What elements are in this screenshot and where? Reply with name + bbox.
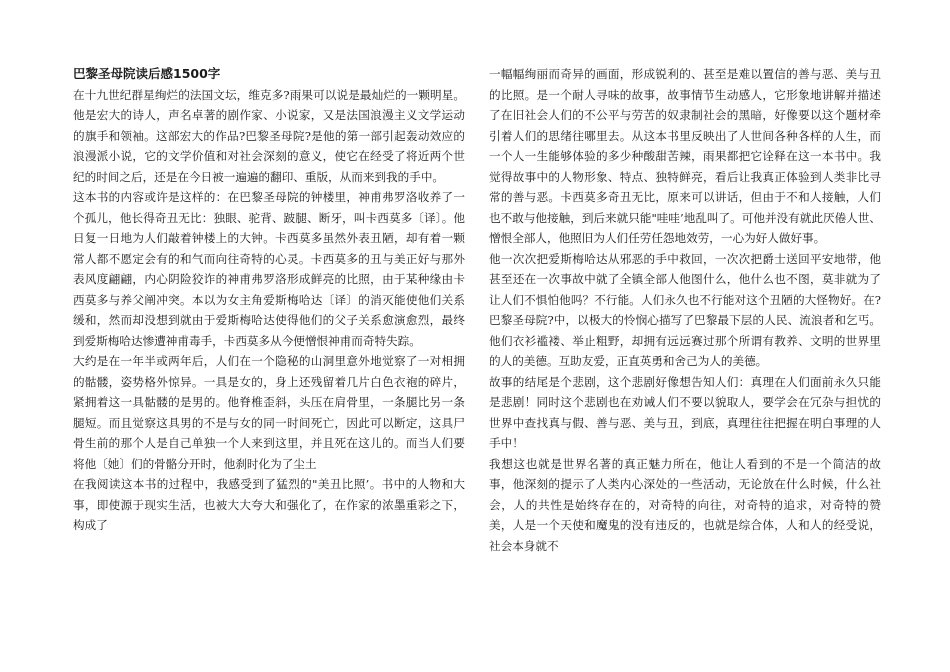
paragraph: 大约是在一年半或两年后，人们在一个隐秘的山洞里意外地觉察了一对相拥的骷髅，姿势格外惊异。一具是女的，身上还残留着几片白色衣袍的碎片，紧拥着这一具骷髅的是男的。他脊椎歪斜，头压在肩骨里，一条腿比另一条腿短。而且觉察这具男的不是与女的同一时间死亡，因此可以断定，这具尸骨生前的那个人是自己单独一个人来到这里，并且死在这儿的。而当人们要将他〔她〕们的骨骼分开时，他刹时化为了尘土 (73, 354, 465, 471)
paragraph: 在我阅读这本书的过程中，我感受到了猛烈的"美丑比照’。书中的人物和大事，即使源于现实生活，也被大大夸大和强化了，在作家的浓墨重彩之下，构成了 (73, 477, 465, 532)
paragraph: 故事的结尾是个悲剧，这个悲剧好像想告知人们：真理在人们面前永久只能是悲剧！同时这个悲剧也在劝诫人们不要以貌取人，要学会在冗杂与担忧的世界中查找真与假、善与恶、美与丑，到底，真理往往把握在明白事理的人手中！ (489, 374, 881, 450)
document-title: 巴黎圣母院读后感1500字 (73, 66, 221, 81)
paragraph: 在十九世纪群星绚烂的法国文坛，维克多?雨果可以说是最灿烂的一颗明星。他是宏大的诗人，声名卓著的剧作家、小说家，又是法国浪漫主义文学运动的旗手和领袖。这部宏大的作品?巴黎圣母院?是他的第一部引起轰动效应的浪漫派小说，它的文学价值和对社会深刻的意义，使它在经受了将近两个世纪的时间之后，还是在今日被一遍遍的翻印、重版，从而来到我的手中。 (73, 87, 465, 184)
paragraph: 他一次次把爱斯梅哈达从邪恶的手中救回，一次次把爵士送回平安地带，他甚至还在一次事故中就了全镇全部人他图什么，他什么也不图，莫非就为了让人们不惧怕他吗？不行能。人们永久也不行能对这个丑陋的大怪物好。在?巴黎圣母院?中，以极大的怜悯心描写了巴黎最下层的人民、流浪者和乞丐。他们衣衫褴褛、举止粗野，却拥有远远赛过那个所谓有教养、文明的世界里的人的美德。互助友爱，正直英勇和舍己为人的美德。 (489, 251, 881, 368)
left-column (73, 64, 465, 536)
paragraph: 这本书的内容或许是这样的：在巴黎圣母院的钟楼里，神甫弗罗洛收养了一个孤儿，他长得奇丑无比：独眼、驼背、跛腿、断牙，叫卡西莫多〔译〕。他日复一日地为人们敲着钟楼上的大钟。卡西莫多虽然外表丑陋，却有着一颗常人都不愿定会有的和气而向往奇特的心灵。卡西莫多的丑与美正好与那外表风度翩翩，内心阴险狡诈的神甫弗罗洛形成鲜亮的比照，由于某种缘由卡西莫多与养父阐冲突。本以为女主角爱斯梅哈达〔译〕的消灭能使他们关系缓和，然而却没想到就由于爱斯梅哈达使得他们的父子关系愈演愈烈，最终到爱斯梅哈达惨遭神甫毒手，卡西莫多从今便憎恨神甫而奇特失踪。 (73, 190, 465, 348)
paragraph: 我想这也就是世界名著的真正魅力所在，他让人看到的不是一个简洁的故事，他深刻的提示了人类内心深处的一些活动，无论放在什么时候，什么社会，人的共性是始终存在的，对奇特的向往，对奇特的追求，对奇特的赞美，人是一个天使和魔鬼的没有违反的，也就是综合体，人和人的经受说，社会本身就不 (489, 456, 881, 553)
right-column (489, 64, 881, 556)
paragraph: 一幅幅绚丽而奇异的画面，形成锐利的、甚至是难以置信的善与恶、美与丑的比照。是一个耐人寻味的故事，故事情节生动感人，它形象地讲解并描述了在旧社会人们的不公平与劳苦的奴隶制社会的黑暗，好像要以这个题材牵引着人们的思绪往哪里去。从这本书里反映出了人世间各种各样的人生，而一个人一生能够体验的多少种酸甜苦辣，雨果都把它诠释在这一本书中。我觉得故事中的人物形象、特点、独特鲜亮，看后让我真正体验到人类非比寻常的善与恶。卡西莫多奇丑无比，原来可以讲话，但由于不和人接触，人们也不敢与他接触，到后来就只能"哇哇’地乱叫了。可他并没有就此厌倦人世、憎恨全部人，他照旧为人们任劳任怨地效劳，一心为好人做好事。 (489, 67, 881, 245)
